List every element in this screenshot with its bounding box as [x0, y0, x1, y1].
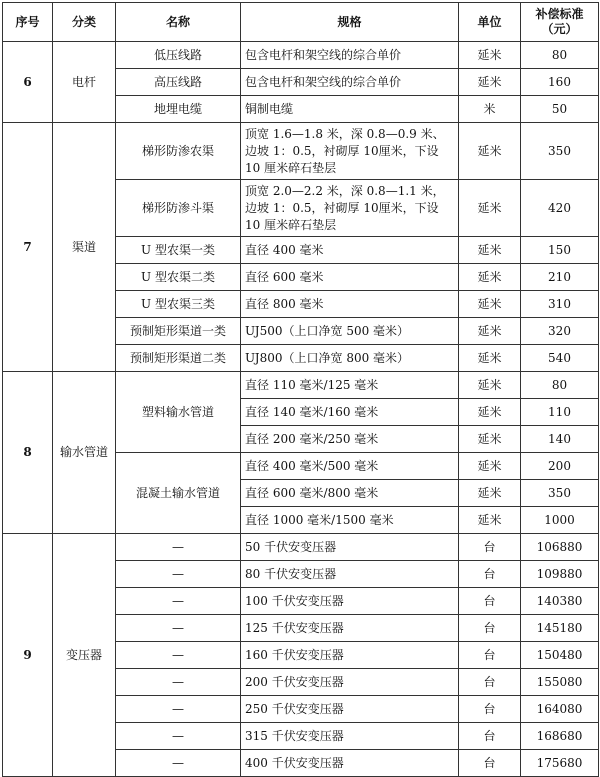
header-standard-line2: （元） — [541, 22, 578, 36]
item-unit: 米 — [459, 96, 521, 123]
item-spec: UJ500（上口净宽 500 毫米） — [241, 318, 459, 345]
item-spec: 100 千伏安变压器 — [241, 588, 459, 615]
item-price: 420 — [521, 180, 599, 237]
item-name: — — [116, 588, 241, 615]
item-spec: 直径 1000 毫米/1500 毫米 — [241, 507, 459, 534]
item-unit: 延米 — [459, 318, 521, 345]
header-name: 名称 — [116, 3, 241, 42]
item-name: U 型农渠二类 — [116, 264, 241, 291]
item-spec: 400 千伏安变压器 — [241, 750, 459, 777]
item-unit: 延米 — [459, 399, 521, 426]
item-price: 110 — [521, 399, 599, 426]
item-spec: 直径 110 毫米/125 毫米 — [241, 372, 459, 399]
item-name: — — [116, 669, 241, 696]
item-name: 高压线路 — [116, 69, 241, 96]
item-name: U 型农渠三类 — [116, 291, 241, 318]
item-name: 低压线路 — [116, 42, 241, 69]
group-category: 渠道 — [53, 123, 116, 372]
item-price: 80 — [521, 372, 599, 399]
item-spec: 包含电杆和架空线的综合单价 — [241, 42, 459, 69]
compensation-table — [2, 2, 599, 777]
item-unit: 延米 — [459, 345, 521, 372]
item-unit: 台 — [459, 561, 521, 588]
item-name: 预制矩形渠道二类 — [116, 345, 241, 372]
item-price: 140 — [521, 426, 599, 453]
item-price: 310 — [521, 291, 599, 318]
header-category: 分类 — [53, 3, 116, 42]
item-name: — — [116, 642, 241, 669]
item-unit: 台 — [459, 696, 521, 723]
item-spec: 125 千伏安变压器 — [241, 615, 459, 642]
group-category: 变压器 — [53, 534, 116, 777]
item-spec: 315 千伏安变压器 — [241, 723, 459, 750]
group-no: 8 — [3, 372, 53, 534]
item-unit: 延米 — [459, 453, 521, 480]
item-price: 168680 — [521, 723, 599, 750]
item-unit: 延米 — [459, 480, 521, 507]
item-unit: 延米 — [459, 264, 521, 291]
item-price: 160 — [521, 69, 599, 96]
item-price: 150 — [521, 237, 599, 264]
item-name: — — [116, 750, 241, 777]
item-name: 预制矩形渠道一类 — [116, 318, 241, 345]
item-unit: 延米 — [459, 237, 521, 264]
header-no: 序号 — [3, 3, 53, 42]
item-unit: 延米 — [459, 372, 521, 399]
item-price: 320 — [521, 318, 599, 345]
item-unit: 延米 — [459, 291, 521, 318]
group-no: 6 — [3, 42, 53, 123]
item-spec: 80 千伏安变压器 — [241, 561, 459, 588]
header-standard-line1: 补偿标准 — [535, 7, 584, 21]
item-unit: 台 — [459, 642, 521, 669]
item-unit: 延米 — [459, 180, 521, 237]
item-price: 155080 — [521, 669, 599, 696]
item-unit: 台 — [459, 669, 521, 696]
item-name: — — [116, 561, 241, 588]
item-spec: 顶宽 1.6—1.8 米，深 0.8—0.9 米、边坡 1：0.5，衬砌厚 10厘米，下设 10 厘米碎石垫层 — [241, 123, 459, 180]
item-price: 540 — [521, 345, 599, 372]
item-name: 梯形防渗农渠 — [116, 123, 241, 180]
item-name: 地埋电缆 — [116, 96, 241, 123]
item-unit: 延米 — [459, 426, 521, 453]
item-unit: 延米 — [459, 69, 521, 96]
item-unit: 延米 — [459, 123, 521, 180]
item-price: 210 — [521, 264, 599, 291]
item-spec: 包含电杆和架空线的综合单价 — [241, 69, 459, 96]
item-price: 350 — [521, 123, 599, 180]
header-row — [3, 3, 599, 42]
item-name: 塑料输水管道 — [116, 372, 241, 453]
header-spec: 规格 — [241, 3, 459, 42]
item-spec: UJ800（上口净宽 800 毫米） — [241, 345, 459, 372]
item-spec: 铜制电缆 — [241, 96, 459, 123]
item-spec: 250 千伏安变压器 — [241, 696, 459, 723]
item-spec: 直径 400 毫米/500 毫米 — [241, 453, 459, 480]
item-unit: 延米 — [459, 507, 521, 534]
item-price: 350 — [521, 480, 599, 507]
item-name: — — [116, 723, 241, 750]
header-standard — [521, 3, 599, 42]
item-unit: 台 — [459, 750, 521, 777]
item-price: 164080 — [521, 696, 599, 723]
item-spec: 160 千伏安变压器 — [241, 642, 459, 669]
group-category: 电杆 — [53, 42, 116, 123]
table-row — [3, 123, 599, 180]
item-price: 200 — [521, 453, 599, 480]
item-unit: 台 — [459, 615, 521, 642]
group-no: 7 — [3, 123, 53, 372]
item-price: 1000 — [521, 507, 599, 534]
item-spec: 直径 400 毫米 — [241, 237, 459, 264]
header-unit: 单位 — [459, 3, 521, 42]
item-name: U 型农渠一类 — [116, 237, 241, 264]
item-price: 150480 — [521, 642, 599, 669]
item-spec: 直径 800 毫米 — [241, 291, 459, 318]
item-spec: 200 千伏安变压器 — [241, 669, 459, 696]
item-spec: 顶宽 2.0—2.2 米，深 0.8—1.1 米，边坡 1：0.5，衬砌厚 10厘米，下设 10 厘米碎石垫层 — [241, 180, 459, 237]
item-price: 140380 — [521, 588, 599, 615]
item-price: 106880 — [521, 534, 599, 561]
item-price: 50 — [521, 96, 599, 123]
item-spec: 50 千伏安变压器 — [241, 534, 459, 561]
table-row — [3, 534, 599, 561]
item-name: — — [116, 696, 241, 723]
item-spec: 直径 600 毫米 — [241, 264, 459, 291]
item-price: 109880 — [521, 561, 599, 588]
item-name: 混凝土输水管道 — [116, 453, 241, 534]
item-spec: 直径 140 毫米/160 毫米 — [241, 399, 459, 426]
item-name: 梯形防渗斗渠 — [116, 180, 241, 237]
table-row — [3, 42, 599, 69]
item-name: — — [116, 534, 241, 561]
group-no: 9 — [3, 534, 53, 777]
table-row — [3, 372, 599, 399]
item-price: 145180 — [521, 615, 599, 642]
item-unit: 台 — [459, 534, 521, 561]
group-category: 输水管道 — [53, 372, 116, 534]
item-spec: 直径 600 毫米/800 毫米 — [241, 480, 459, 507]
item-unit: 台 — [459, 723, 521, 750]
item-name: — — [116, 615, 241, 642]
item-unit: 延米 — [459, 42, 521, 69]
item-price: 80 — [521, 42, 599, 69]
item-price: 175680 — [521, 750, 599, 777]
item-unit: 台 — [459, 588, 521, 615]
item-spec: 直径 200 毫米/250 毫米 — [241, 426, 459, 453]
